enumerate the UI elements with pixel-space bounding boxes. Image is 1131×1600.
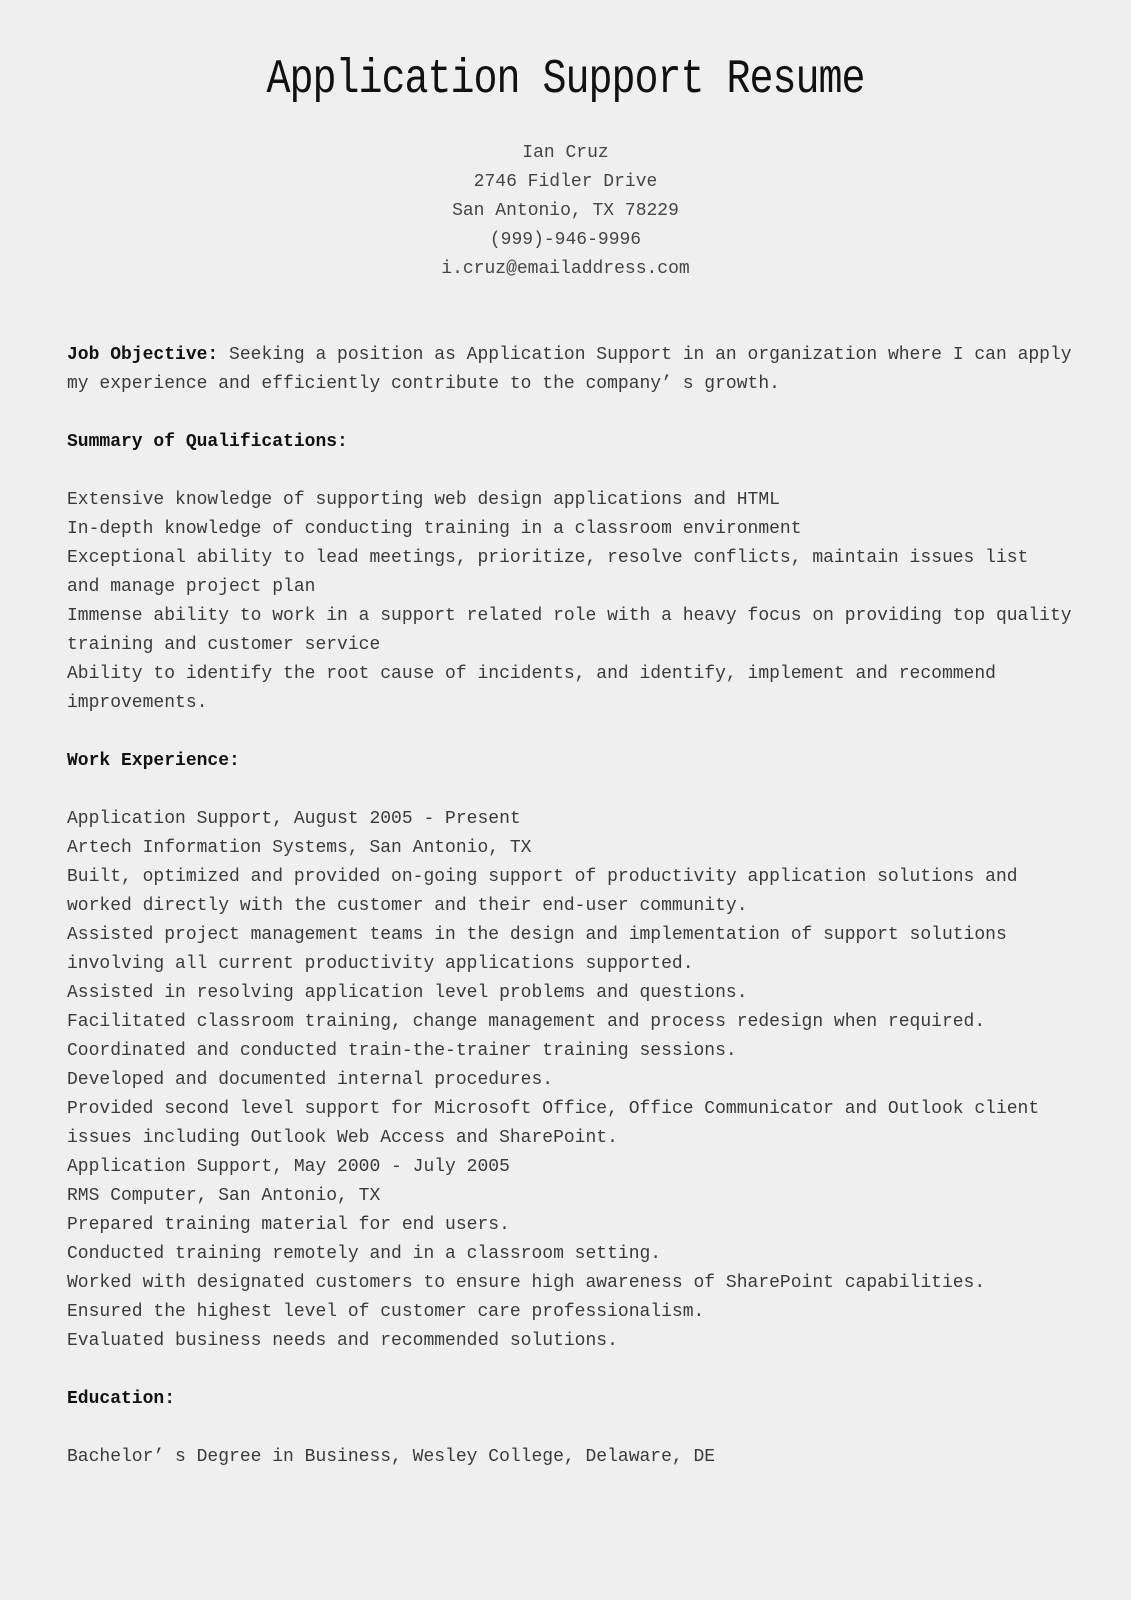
work-list [67,805,1067,1356]
education-list [67,1443,1067,1472]
summary-line: Immense ability to work in a support related role with a heavy focus on providing top quality [67,606,1072,626]
contact-street: 2746 Fidler Drive [473,172,658,192]
page-title: Application Support Resume [266,53,865,108]
contact-block [0,139,1131,284]
work-line: Application Support, August 2005 - Present [67,809,521,829]
summary-line: In-depth knowledge of conducting training in a classroom environment [67,519,802,539]
job-objective-text: Seeking a position as Application Support in an organization where I can apply [218,345,1072,365]
summary-line: and manage project plan [67,577,316,597]
work-line: Built, optimized and provided on-going support of productivity application solutions and [67,867,1018,887]
job-objective-label: Job Objective: [67,345,219,365]
work-line: Facilitated classroom training, change management and process redesign when required. [67,1012,986,1032]
work-line: Provided second level support for Microsoft Office, Office Communicator and Outlook client [67,1099,1040,1119]
contact-city: San Antonio, TX 78229 [452,201,679,221]
work-line: Conducted training remotely and in a classroom setting. [67,1244,662,1264]
job-objective [67,341,1072,370]
resume-body [67,341,1072,1472]
work-line: Assisted project management teams in the design and implementation of support solutions [67,925,1007,945]
work-line: Ensured the highest level of customer care professionalism. [67,1302,705,1322]
work-line: Worked with designated customers to ensure high awareness of SharePoint capabilities. [67,1273,986,1293]
contact-name: Ian Cruz [522,143,609,163]
contact-email: i.cruz@emailaddress.com [441,259,690,279]
work-line: Assisted in resolving application level problems and questions. [67,983,748,1003]
summary-line: improvements. [67,693,208,713]
summary-line: Exceptional ability to lead meetings, prioritize, resolve conflicts, maintain issues list [67,548,1029,568]
work-line: involving all current productivity applications supported. [67,954,694,974]
summary-list [67,486,1072,718]
education-line: Bachelor’ s Degree in Business, Wesley College, Delaware, DE [67,1447,716,1467]
work-line: Application Support, May 2000 - July 2005 [67,1157,510,1177]
summary-line: Extensive knowledge of supporting web design applications and HTML [67,490,780,510]
work-line: issues including Outlook Web Access and SharePoint. [67,1128,618,1148]
job-objective-text: my experience and efficiently contribute to the company’ s growth. [67,374,780,394]
work-line: Developed and documented internal procedures. [67,1070,554,1090]
contact-phone: (999)-946-9996 [489,230,642,250]
work-line: RMS Computer, San Antonio, TX [67,1186,381,1206]
summary-line: training and customer service [67,635,381,655]
summary-line: Ability to identify the root cause of incidents, and identify, implement and recommend [67,664,996,684]
work-line: Coordinated and conducted train-the-trainer training sessions. [67,1041,737,1061]
work-line: worked directly with the customer and their end-user community. [67,896,748,916]
summary-heading: Summary of Qualifications: [67,432,348,452]
work-line: Evaluated business needs and recommended solutions. [67,1331,618,1351]
work-heading: Work Experience: [67,751,240,771]
work-line: Artech Information Systems, San Antonio, TX [67,838,532,858]
education-heading: Education: [67,1389,176,1409]
work-line: Prepared training material for end users. [67,1215,510,1235]
